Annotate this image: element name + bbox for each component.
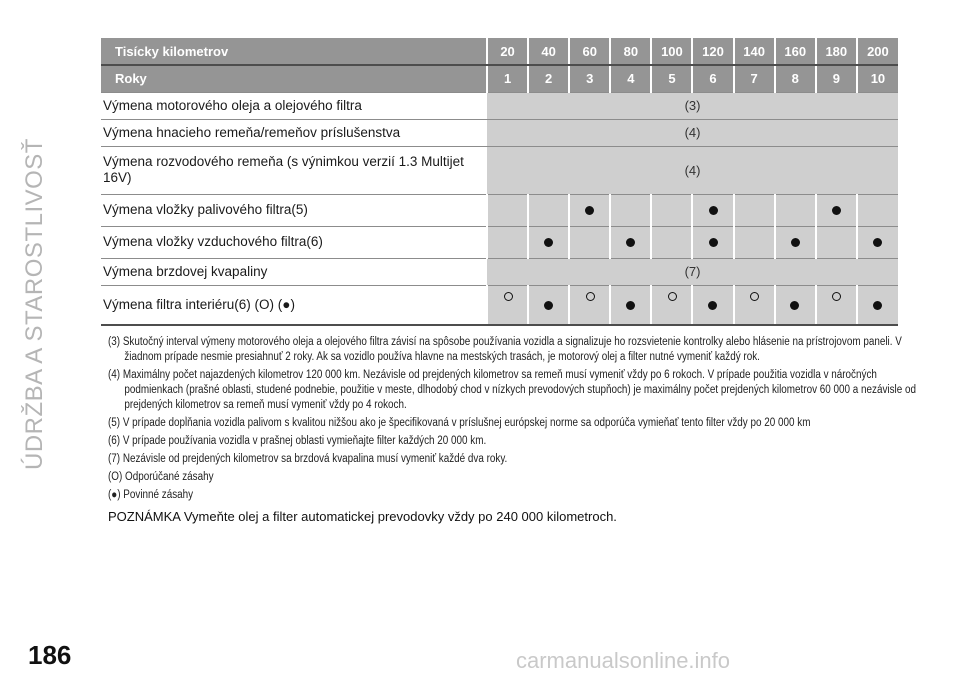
task-label: Výmena hnacieho remeňa/remeňov príslušenstva (101, 119, 487, 146)
interval-cell (816, 194, 857, 226)
header-km-cell: 60 (569, 38, 610, 65)
mandatory-dot-icon (873, 301, 882, 310)
header-year-cell: 3 (569, 65, 610, 92)
interval-cell (857, 285, 898, 325)
footnote: (7) Nezávisle od prejdených kilometrov sa brzdová kvapalina musí vymeniť každé dva roky. (108, 453, 508, 465)
recommended-circle-icon (586, 292, 595, 301)
header-year-cell: 5 (651, 65, 692, 92)
interval-cell (692, 226, 733, 258)
maintenance-schedule-table (101, 38, 898, 326)
header-year-cell: 4 (610, 65, 651, 92)
header-km-cell: 120 (692, 38, 733, 65)
page-number: 186 (28, 640, 72, 670)
interval-cell (487, 226, 528, 258)
table-row (101, 119, 898, 146)
recommended-circle-icon (750, 292, 759, 301)
interval-cell (569, 285, 610, 325)
header-km-label: Tisícky kilometrov (101, 38, 487, 65)
schedule-body (101, 92, 898, 325)
header-year-cell: 1 (487, 65, 528, 92)
watermark-text: carmanualsonline.info (516, 648, 731, 673)
mandatory-dot-icon (626, 238, 635, 247)
mandatory-dot-icon (585, 206, 594, 215)
interval-cell (816, 226, 857, 258)
footnote: (5) V prípade dopĺňania vozidla palivom s kvalitou nižšou ako je špecifikovaná v príslušnej európskej norme sa odporúča vymieňať tento filter vždy po 20 000 km (108, 417, 811, 429)
table-row (101, 92, 898, 119)
poznamka-note: POZNÁMKA Vymeňte olej a filter automatickej prevodovky vždy po 240 000 kilometroch. (108, 509, 617, 524)
mandatory-dot-icon (791, 238, 800, 247)
table-row (101, 226, 898, 258)
interval-cell (857, 194, 898, 226)
interval-cell (610, 226, 651, 258)
header-km-cell: 20 (487, 38, 528, 65)
footnote: (4) Maximálny počet najazdených kilometrov 120 000 km. Nezávisle od prejdených kilometrov sa remeň musí vymeniť vždy po 6 rokoch. V prípade použitia vozidla v náročných podmienkach (prašné oblasti, studené podnebie, použitie v meste, dlhodobý chod v nízkych prevodových stupňoch) je maximálny počet prejdených kilometrov 60 000 a nezávisle od prejdených kilometrov sa remeň musí vymeniť vždy po 4 rokoch. (108, 369, 917, 411)
section-title-text: ÚDRŽBA A STAROSTLIVOSŤ (21, 138, 48, 470)
interval-note-ref: (4) (487, 146, 898, 194)
footnote: (6) V prípade používania vozidla v prašnej oblasti vymieňajte filter každých 20 000 km. (108, 435, 487, 447)
table-row (101, 194, 898, 226)
footnote: (3) Skutočný interval výmeny motorového oleja a olejového filtra závisí na spôsobe používania vozidla a signalizuje ho rozsvietenie kontrolky alebo hlásenie na prístrojovom paneli. V žiadnom prípade nesmie presiahnuť 2 roky. Ak sa vozidlo používa hlavne na mestských trasách, je motorový olej a filter nutné vymeniť každý rok. (108, 336, 902, 363)
interval-cell (528, 194, 569, 226)
interval-note-ref: (4) (487, 119, 898, 146)
header-row-km (101, 38, 898, 65)
interval-cell (857, 226, 898, 258)
interval-cell (734, 226, 775, 258)
task-label: Výmena vložky palivového filtra(5) (101, 194, 487, 226)
interval-cell (734, 194, 775, 226)
header-year-cell: 6 (692, 65, 733, 92)
recommended-circle-icon (504, 292, 513, 301)
footnote: (O) Odporúčané zásahy (108, 471, 214, 483)
header-year-cell: 9 (816, 65, 857, 92)
header-row-years (101, 65, 898, 92)
interval-cell (528, 226, 569, 258)
interval-cell (569, 194, 610, 226)
header-year-cell: 10 (857, 65, 898, 92)
recommended-circle-icon (832, 292, 841, 301)
interval-cell (610, 285, 651, 325)
mandatory-dot-icon (626, 301, 635, 310)
mandatory-dot-icon (790, 301, 799, 310)
header-km-cell: 40 (528, 38, 569, 65)
recommended-circle-icon (668, 292, 677, 301)
interval-cell (610, 194, 651, 226)
task-label: Výmena motorového oleja a olejového filtra (101, 92, 487, 119)
task-label: Výmena rozvodového remeňa (s výnimkou verzií 1.3 Multijet 16V) (101, 146, 487, 194)
header-year-cell: 7 (734, 65, 775, 92)
interval-cell (487, 285, 528, 325)
task-label: Výmena filtra interiéru(6) (O) (●) (101, 285, 487, 325)
interval-cell (775, 226, 816, 258)
footnote: (●) Povinné zásahy (108, 489, 194, 501)
interval-cell (487, 194, 528, 226)
mandatory-dot-icon (544, 301, 553, 310)
header-years-label: Roky (115, 71, 147, 87)
table-row (101, 258, 898, 285)
interval-cell (651, 285, 692, 325)
interval-cell (734, 285, 775, 325)
interval-cell (775, 285, 816, 325)
interval-note-ref: (3) (487, 92, 898, 119)
mandatory-dot-icon (709, 206, 718, 215)
header-km-cell: 160 (775, 38, 816, 65)
interval-cell (651, 194, 692, 226)
header-km-cell: 100 (651, 38, 692, 65)
header-year-cell: 8 (775, 65, 816, 92)
header-km-cell: 180 (816, 38, 857, 65)
header-km-cell: 80 (610, 38, 651, 65)
header-km-cell: 200 (857, 38, 898, 65)
table-row (101, 146, 898, 194)
mandatory-dot-icon (544, 238, 553, 247)
header-km-cell: 140 (734, 38, 775, 65)
mandatory-dot-icon (873, 238, 882, 247)
interval-cell (528, 285, 569, 325)
footnotes (108, 335, 917, 524)
table-row (101, 285, 898, 325)
interval-cell (816, 285, 857, 325)
header-year-cell: 2 (528, 65, 569, 92)
mandatory-dot-icon (709, 238, 718, 247)
task-label: Výmena brzdovej kvapaliny (101, 258, 487, 285)
task-label: Výmena vložky vzduchového filtra(6) (101, 226, 487, 258)
mandatory-dot-icon (832, 206, 841, 215)
interval-cell (569, 226, 610, 258)
interval-cell (692, 194, 733, 226)
interval-cell (775, 194, 816, 226)
interval-cell (692, 285, 733, 325)
interval-cell (651, 226, 692, 258)
footnote-list (108, 335, 917, 503)
interval-note-ref: (7) (487, 258, 898, 285)
mandatory-dot-icon (708, 301, 717, 310)
